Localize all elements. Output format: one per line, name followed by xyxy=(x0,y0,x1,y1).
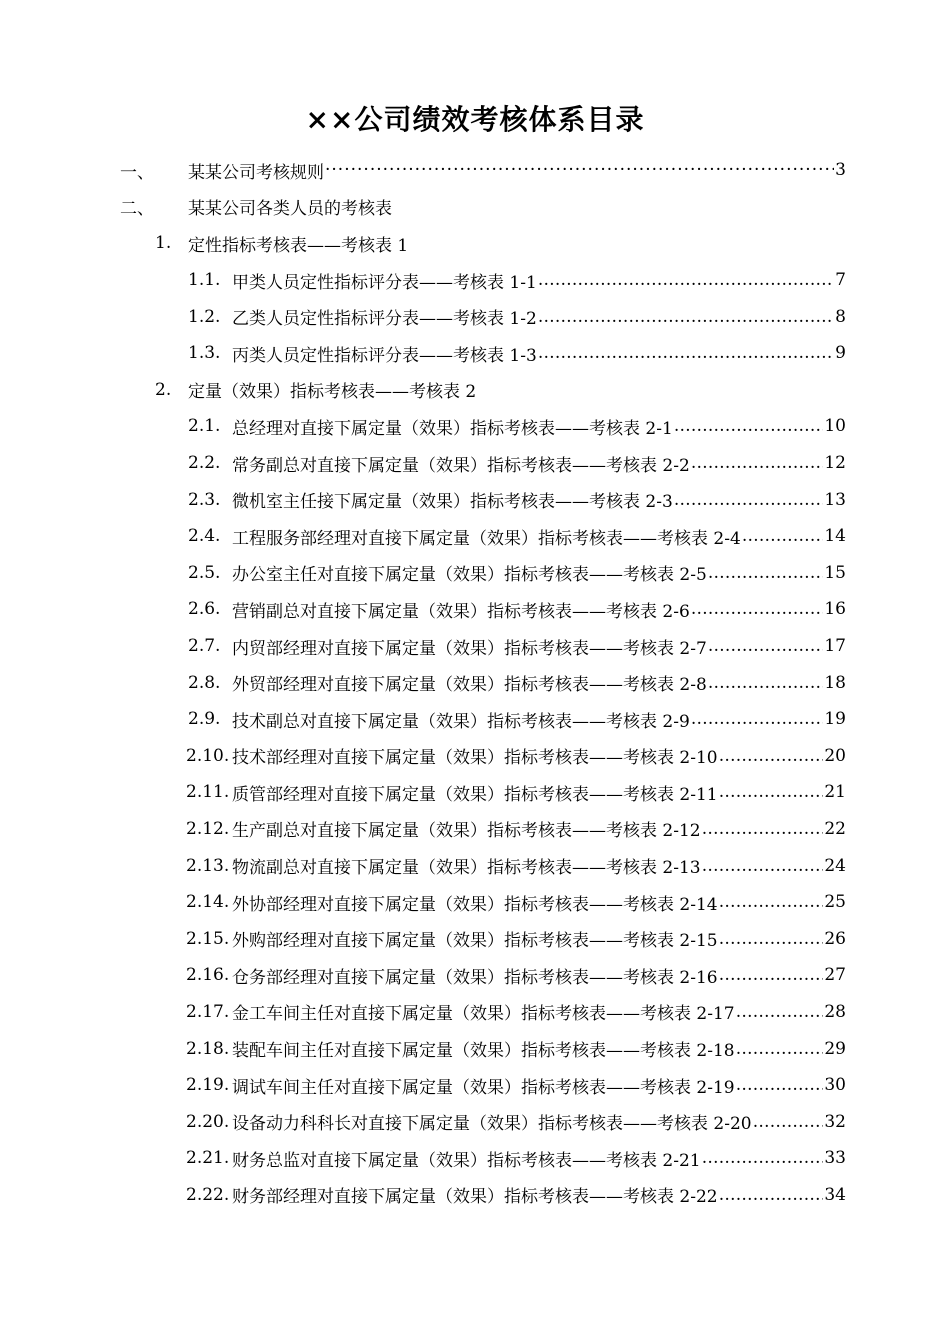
toc-leader-dots xyxy=(736,1002,824,1022)
toc-page-number: 18 xyxy=(824,672,846,693)
toc-entry-text xyxy=(232,1109,846,1134)
toc-entry-text xyxy=(188,158,846,183)
toc-entry[interactable] xyxy=(0,884,950,921)
toc-leader-dots xyxy=(719,929,824,949)
toc-entry-label: 质管部经理对直接下属定量（效果）指标考核表——考核表 2-11 xyxy=(232,784,718,805)
toc-entry-number: 2.8. xyxy=(188,672,221,693)
toc-entry[interactable] xyxy=(0,518,950,555)
toc-entry-label: 常务副总对直接下属定量（效果）指标考核表——考核表 2-2 xyxy=(232,455,690,476)
toc-entry-label: 某某公司各类人员的考核表 xyxy=(188,199,392,220)
toc-page-number: 26 xyxy=(824,928,846,949)
toc-leader-dots xyxy=(702,819,824,839)
toc-page-number: 12 xyxy=(824,453,846,474)
toc-page-number: 30 xyxy=(824,1075,846,1096)
toc-entry-text xyxy=(232,451,846,476)
toc-entry-label: 技术部经理对直接下属定量（效果）指标考核表——考核表 2-10 xyxy=(232,748,718,769)
toc-entry-number: 2.2. xyxy=(188,453,221,474)
toc-entry-text xyxy=(232,560,846,585)
toc-entry-label: 外贸部经理对直接下属定量（效果）指标考核表——考核表 2-8 xyxy=(232,675,707,696)
toc-leader-dots xyxy=(538,343,834,363)
toc-leader-dots xyxy=(708,563,824,583)
toc-page-number: 8 xyxy=(835,306,846,327)
toc-page-number: 19 xyxy=(824,709,846,730)
toc-page-number: 34 xyxy=(824,1184,846,1205)
toc-entry-label: 金工车间主任对直接下属定量（效果）指标考核表——考核表 2-17 xyxy=(232,1004,735,1025)
toc-leader-dots xyxy=(753,1112,824,1132)
toc-entry-text xyxy=(188,194,392,219)
toc-entry[interactable] xyxy=(0,298,950,335)
toc-entry-text xyxy=(232,1036,846,1061)
toc-entry-number: 2. xyxy=(155,379,172,400)
toc-entry-label: 物流副总对直接下属定量（效果）指标考核表——考核表 2-13 xyxy=(232,858,701,879)
toc-entry-text xyxy=(232,926,846,951)
toc-entry[interactable] xyxy=(0,189,950,226)
toc-entry[interactable] xyxy=(0,225,950,262)
toc-entry-number: 2.10. xyxy=(186,745,230,766)
toc-entry-text xyxy=(232,1182,846,1207)
toc-page-number: 15 xyxy=(824,562,846,583)
toc-page-number: 17 xyxy=(824,636,846,657)
toc-page-number: 21 xyxy=(824,782,846,803)
toc-entry[interactable] xyxy=(0,372,950,409)
toc-leader-dots xyxy=(719,1185,824,1205)
toc-entry-text xyxy=(232,963,846,988)
toc-entry-label: 办公室主任对直接下属定量（效果）指标考核表——考核表 2-5 xyxy=(232,565,707,586)
toc-entry-label: 财务部经理对直接下属定量（效果）指标考核表——考核表 2-22 xyxy=(232,1187,718,1208)
toc-entry-label: 技术副总对直接下属定量（效果）指标考核表——考核表 2-9 xyxy=(232,711,690,732)
toc-leader-dots xyxy=(538,307,834,327)
toc-leader-dots xyxy=(719,746,824,766)
toc-entry-label: 工程服务部经理对直接下属定量（效果）指标考核表——考核表 2-4 xyxy=(232,528,741,549)
toc-entry-label: 丙类人员定性指标评分表——考核表 1-3 xyxy=(232,345,537,366)
toc-entry-number: 2.13. xyxy=(186,855,230,876)
toc-entry-label: 装配车间主任对直接下属定量（效果）指标考核表——考核表 2-18 xyxy=(232,1041,735,1062)
toc-entry-number: 2.4. xyxy=(188,526,221,547)
toc-entry-text xyxy=(232,890,846,915)
toc-entry[interactable] xyxy=(0,811,950,848)
toc-entry-label: 调试车间主任对直接下属定量（效果）指标考核表——考核表 2-19 xyxy=(232,1077,735,1098)
toc-entry-label: 微机室主任接下属定量（效果）指标考核表——考核表 2-3 xyxy=(232,492,673,513)
toc-entry-text xyxy=(232,304,846,329)
toc-page-number: 22 xyxy=(824,818,846,839)
toc-leader-dots xyxy=(708,673,824,693)
toc-page-number: 9 xyxy=(835,343,846,364)
toc-leader-dots xyxy=(719,965,824,985)
toc-entry-number: 1.2. xyxy=(188,306,221,327)
toc-entry-label: 甲类人员定性指标评分表——考核表 1-1 xyxy=(232,272,537,293)
toc-entry-label: 财务总监对直接下属定量（效果）指标考核表——考核表 2-21 xyxy=(232,1150,701,1171)
toc-entry-label: 生产副总对直接下属定量（效果）指标考核表——考核表 2-12 xyxy=(232,821,701,842)
toc-entry-label: 乙类人员定性指标评分表——考核表 1-2 xyxy=(232,309,537,330)
toc-page-number: 27 xyxy=(824,965,846,986)
toc-entry-label: 外购部经理对直接下属定量（效果）指标考核表——考核表 2-15 xyxy=(232,931,718,952)
toc-leader-dots xyxy=(674,490,824,510)
toc-page-number: 20 xyxy=(824,745,846,766)
toc-entry-text xyxy=(232,268,846,293)
toc-entry[interactable] xyxy=(0,1103,950,1140)
toc-entry[interactable] xyxy=(0,994,950,1031)
toc-entry-number: 2.14. xyxy=(186,892,230,913)
toc-entry-text xyxy=(232,597,846,622)
toc-entry-text xyxy=(232,1073,846,1098)
toc-leader-dots xyxy=(708,636,824,656)
toc-entry[interactable] xyxy=(0,152,950,189)
toc-entry-text xyxy=(232,780,846,805)
toc-entry-label: 某某公司考核规则 xyxy=(188,162,324,183)
toc-page-number: 29 xyxy=(824,1038,846,1059)
toc-entry-text xyxy=(232,1146,846,1171)
toc-leader-dots xyxy=(736,1039,824,1059)
toc-entry-number: 1.3. xyxy=(188,343,221,364)
toc-entry-text xyxy=(232,999,846,1024)
toc-page-number: 16 xyxy=(824,599,846,620)
toc-page-number: 28 xyxy=(824,1001,846,1022)
toc-entry[interactable] xyxy=(0,555,950,592)
toc-entry-text xyxy=(232,341,846,366)
toc-entry-number: 2.7. xyxy=(188,636,221,657)
toc-entry[interactable] xyxy=(0,262,950,299)
toc-entry-number: 2.3. xyxy=(188,489,221,510)
toc-entry-number: 2.1. xyxy=(188,416,221,437)
toc-entry-label: 内贸部经理对直接下属定量（效果）指标考核表——考核表 2-7 xyxy=(232,638,707,659)
toc-leader-dots xyxy=(691,599,824,619)
toc-leader-dots xyxy=(691,709,824,729)
toc-leader-dots xyxy=(538,270,834,290)
toc-entry-label: 外协部经理对直接下属定量（效果）指标考核表——考核表 2-14 xyxy=(232,894,718,915)
toc-entry[interactable] xyxy=(0,1177,950,1214)
toc-entry[interactable] xyxy=(0,847,950,884)
toc-entry-label: 仓务部经理对直接下属定量（效果）指标考核表——考核表 2-16 xyxy=(232,967,718,988)
toc-entry-text xyxy=(188,377,476,402)
toc-entry-text xyxy=(232,634,846,659)
toc-entry-number: 2.15. xyxy=(186,928,230,949)
toc-entry-text xyxy=(232,743,846,768)
toc-leader-dots xyxy=(742,526,824,546)
toc-entry-number: 2.21. xyxy=(186,1148,230,1169)
toc-entry-label: 营销副总对直接下属定量（效果）指标考核表——考核表 2-6 xyxy=(232,601,690,622)
toc-entry-text xyxy=(188,231,408,256)
toc-entry[interactable] xyxy=(0,701,950,738)
toc-page-number: 24 xyxy=(824,855,846,876)
toc-entry-text xyxy=(232,414,846,439)
toc-entry-number: 2.18. xyxy=(186,1038,230,1059)
toc-entry[interactable] xyxy=(0,408,950,445)
toc-entry-label: 设备动力科科长对直接下属定量（效果）指标考核表——考核表 2-20 xyxy=(232,1114,752,1135)
toc-leader-dots xyxy=(702,856,824,876)
toc-entry[interactable] xyxy=(0,335,950,372)
toc-entry-text xyxy=(232,670,846,695)
toc-entry-text xyxy=(232,853,846,878)
toc-leader-dots xyxy=(719,782,824,802)
toc-entry[interactable] xyxy=(0,664,950,701)
toc-page-number: 13 xyxy=(824,489,846,510)
toc-entry-text xyxy=(232,707,846,732)
toc-entry[interactable] xyxy=(0,957,950,994)
toc-entry-label: 定量（效果）指标考核表——考核表 2 xyxy=(188,382,477,403)
toc-entry[interactable] xyxy=(0,445,950,482)
toc-entry-label: 总经理对直接下属定量（效果）指标考核表——考核表 2-1 xyxy=(232,418,673,439)
toc-entry-number: 2.11. xyxy=(186,782,230,803)
toc-leader-dots xyxy=(736,1075,824,1095)
toc-entry-number: 2.17. xyxy=(186,1001,230,1022)
toc-entry-number: 2.9. xyxy=(188,709,221,730)
toc-leader-dots xyxy=(702,1148,824,1168)
toc-page-number: 32 xyxy=(824,1111,846,1132)
toc-entry[interactable] xyxy=(0,920,950,957)
toc-entry-number: 2.6. xyxy=(188,599,221,620)
toc-entry-number: 1. xyxy=(155,233,172,254)
toc-entry[interactable] xyxy=(0,774,950,811)
toc-page-number: 10 xyxy=(824,416,846,437)
toc-page-number: 14 xyxy=(824,526,846,547)
toc-leader-dots xyxy=(325,160,834,180)
toc-page-number: 7 xyxy=(835,270,846,291)
toc-entry-label: 定性指标考核表——考核表 1 xyxy=(188,235,409,256)
toc-leader-dots xyxy=(719,892,824,912)
document-title: ××公司绩效考核体系目录 xyxy=(305,103,645,136)
toc-entry-text xyxy=(232,816,846,841)
toc-entry-number: 2.12. xyxy=(186,818,230,839)
toc-entry-number: 2.16. xyxy=(186,965,230,986)
toc-entry-number: 二、 xyxy=(120,199,154,220)
toc-entry-text xyxy=(232,487,846,512)
toc-entry[interactable] xyxy=(0,1140,950,1177)
toc-entry-number: 2.22. xyxy=(186,1184,230,1205)
toc-entry-number: 2.19. xyxy=(186,1075,230,1096)
toc-entry[interactable] xyxy=(0,1030,950,1067)
toc-page-number: 33 xyxy=(824,1148,846,1169)
toc-entry[interactable] xyxy=(0,481,950,518)
toc-entry[interactable] xyxy=(0,738,950,775)
toc-entry-text xyxy=(232,524,846,549)
toc-entry[interactable] xyxy=(0,628,950,665)
toc-page-number: 3 xyxy=(835,160,846,181)
toc-entry-number: 2.5. xyxy=(188,562,221,583)
toc-page-number: 25 xyxy=(824,892,846,913)
toc-entry-number: 2.20. xyxy=(186,1111,230,1132)
toc-entry[interactable] xyxy=(0,1067,950,1104)
toc-entry-number: 一、 xyxy=(120,162,154,183)
toc-leader-dots xyxy=(691,453,824,473)
table-of-contents xyxy=(0,152,950,1213)
toc-entry-number: 1.1. xyxy=(188,270,221,291)
toc-entry[interactable] xyxy=(0,591,950,628)
toc-leader-dots xyxy=(674,416,824,436)
